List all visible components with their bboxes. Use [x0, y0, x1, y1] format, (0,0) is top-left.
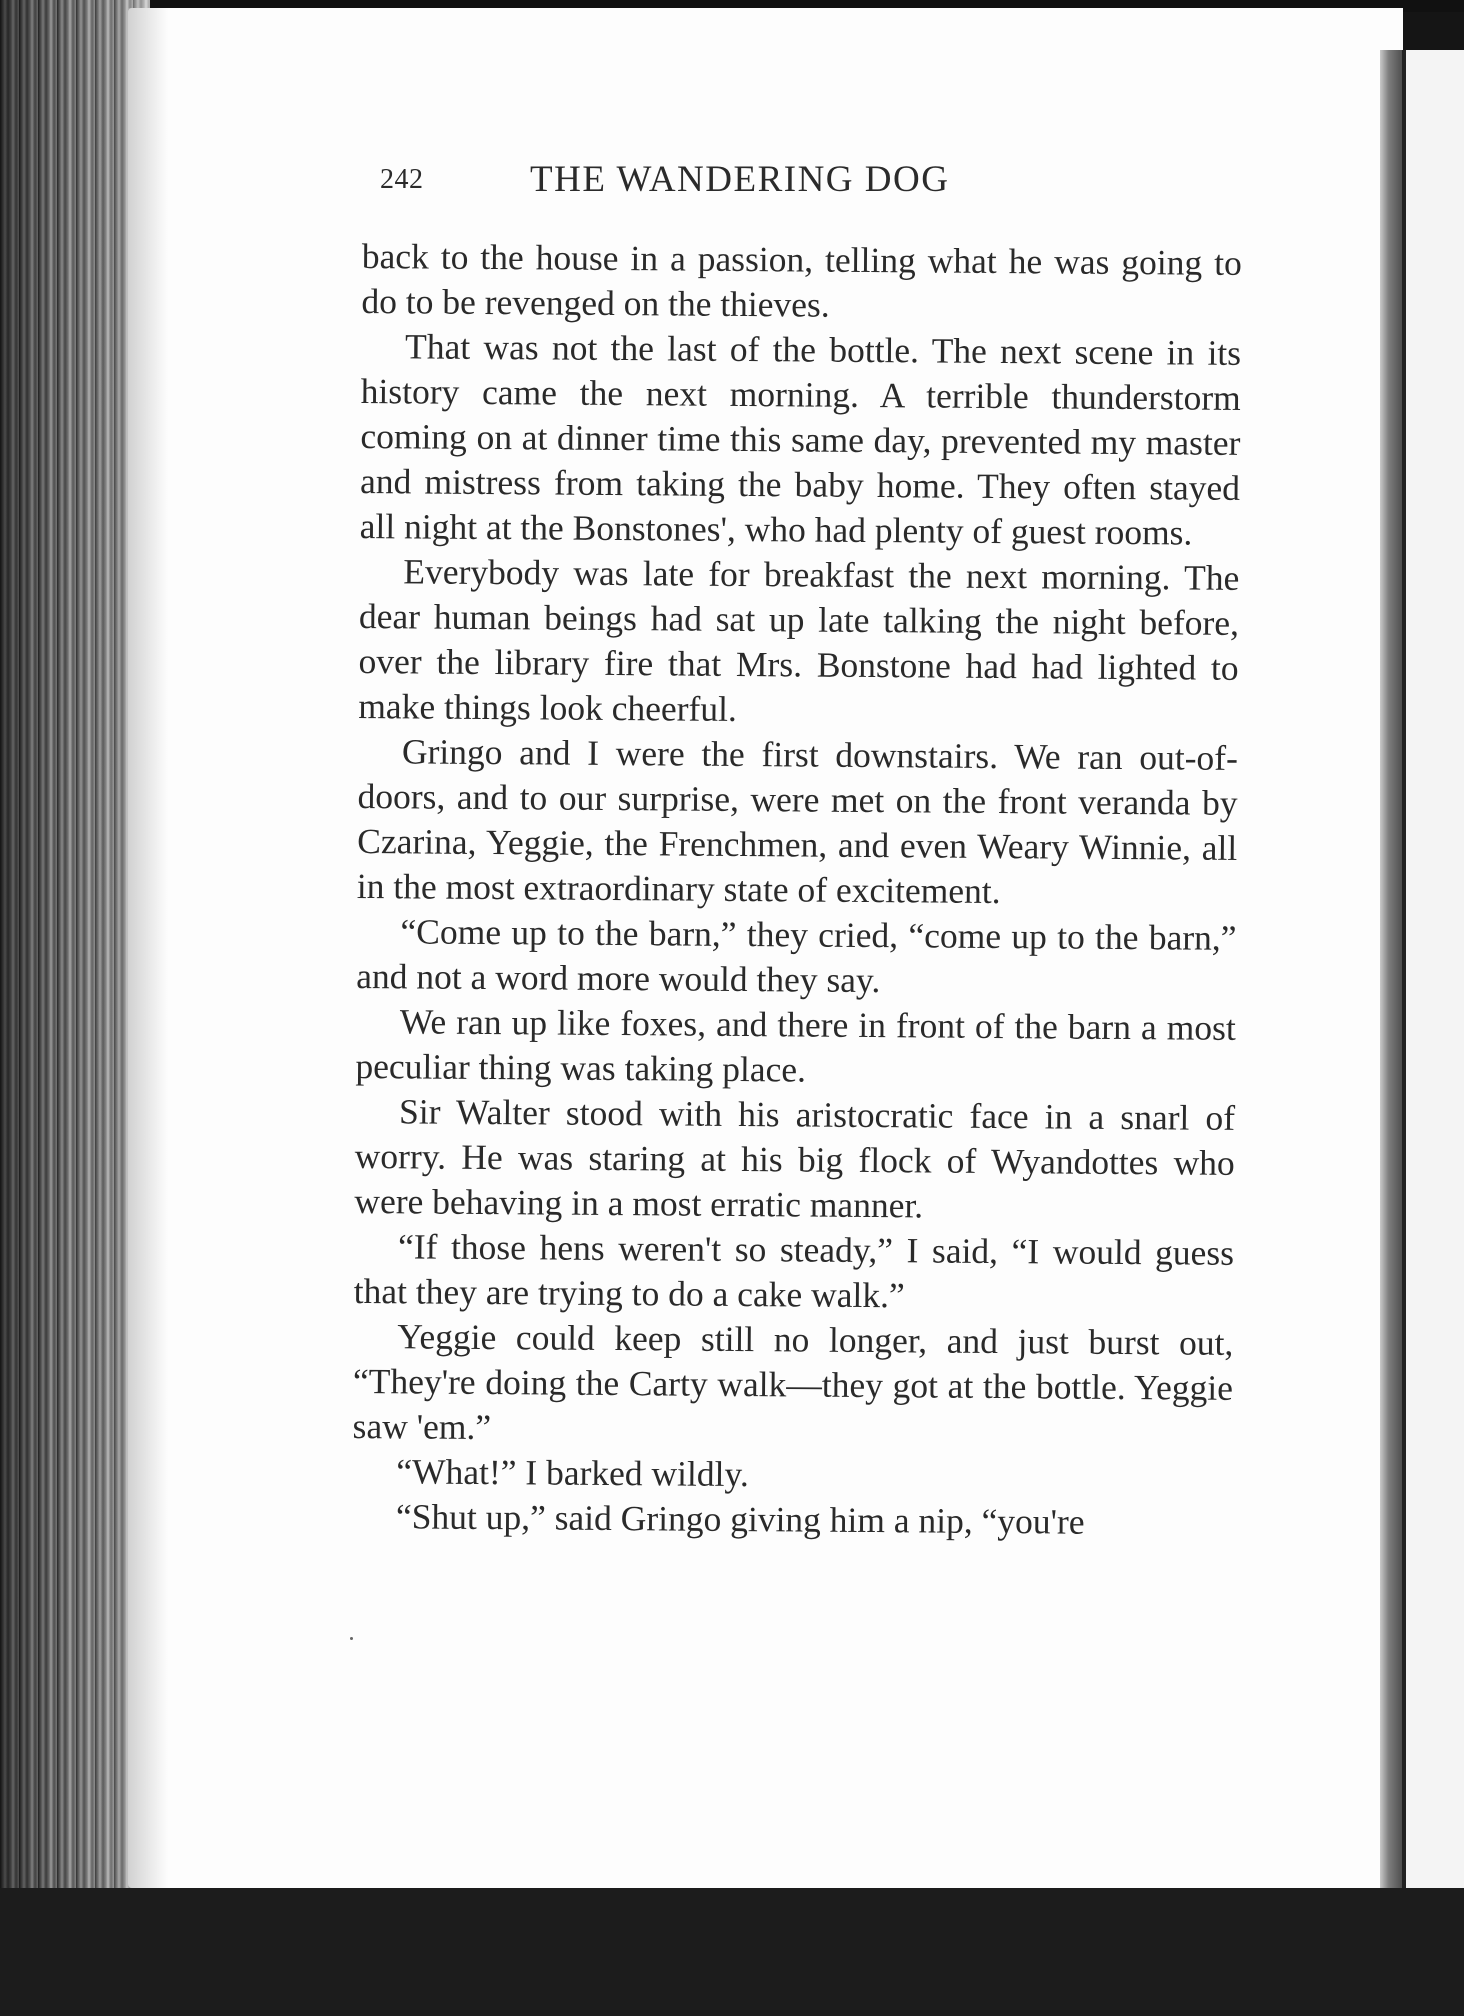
- page-gutter-shadow: [128, 8, 168, 1888]
- paragraph: “Come up to the barn,” they cried, “come up to the barn,” and not a word more would they say.: [356, 911, 1237, 1001]
- book-binding: [1380, 50, 1402, 1890]
- paragraph: “Shut up,” said Gringo giving him a nip, “you're: [395, 1496, 1085, 1542]
- scan-bottom-border: [0, 1888, 1464, 2016]
- paragraph: “What!” I barked wildly.: [396, 1451, 749, 1495]
- paragraph: Everybody was late for breakfast the next morning. The dear human beings had sat up late talking the night before, over the library fire that Mrs. Bonstone had had lighted to make things look cheerful.: [358, 551, 1240, 729]
- paragraph: Gringo and I were the first downstairs. We ran out-of-doors, and to our surprise, were met on the front veranda by Czarina, Yeggie, the Frenchmen, and even Weary Winnie, all in the most extraordinary state of excitement.: [356, 731, 1239, 912]
- facing-page-edge: [1402, 50, 1464, 1890]
- paragraph: Sir Walter stood with his aristocratic face in a snarl of worry. He was staring at his big flock of Wyandottes who were behaving in a most erratic manner.: [354, 1091, 1236, 1226]
- page-header: [380, 158, 1050, 218]
- running-title: THE WANDERING DOG: [530, 159, 950, 200]
- paragraph: We ran up like foxes, and there in front of the barn a most peculiar thing was taking place.: [355, 1001, 1236, 1090]
- body-text: [352, 234, 1242, 1546]
- paragraph: That was not the last of the bottle. The next scene in its history came the next morning. A terrible thunderstorm coming on at dinner time this same day, prevented my master and mistress from taking the baby home. They often stayed all night at the Bonstones', who had plenty of guest rooms.: [359, 326, 1242, 553]
- paragraph: “If those hens weren't so steady,” I said, “I would guess that they are trying to do a cake walk.”: [353, 1226, 1235, 1316]
- paragraph: Yeggie could keep still no longer, and just burst out, “They're doing the Carty walk—they got at the bottle. Yeggie saw 'em.”: [352, 1316, 1234, 1448]
- ink-speck: [350, 1637, 353, 1640]
- page-number: 242: [380, 164, 424, 195]
- paragraph: back to the house in a passion, telling what he was going to do to be revenged on the thieves.: [361, 235, 1242, 325]
